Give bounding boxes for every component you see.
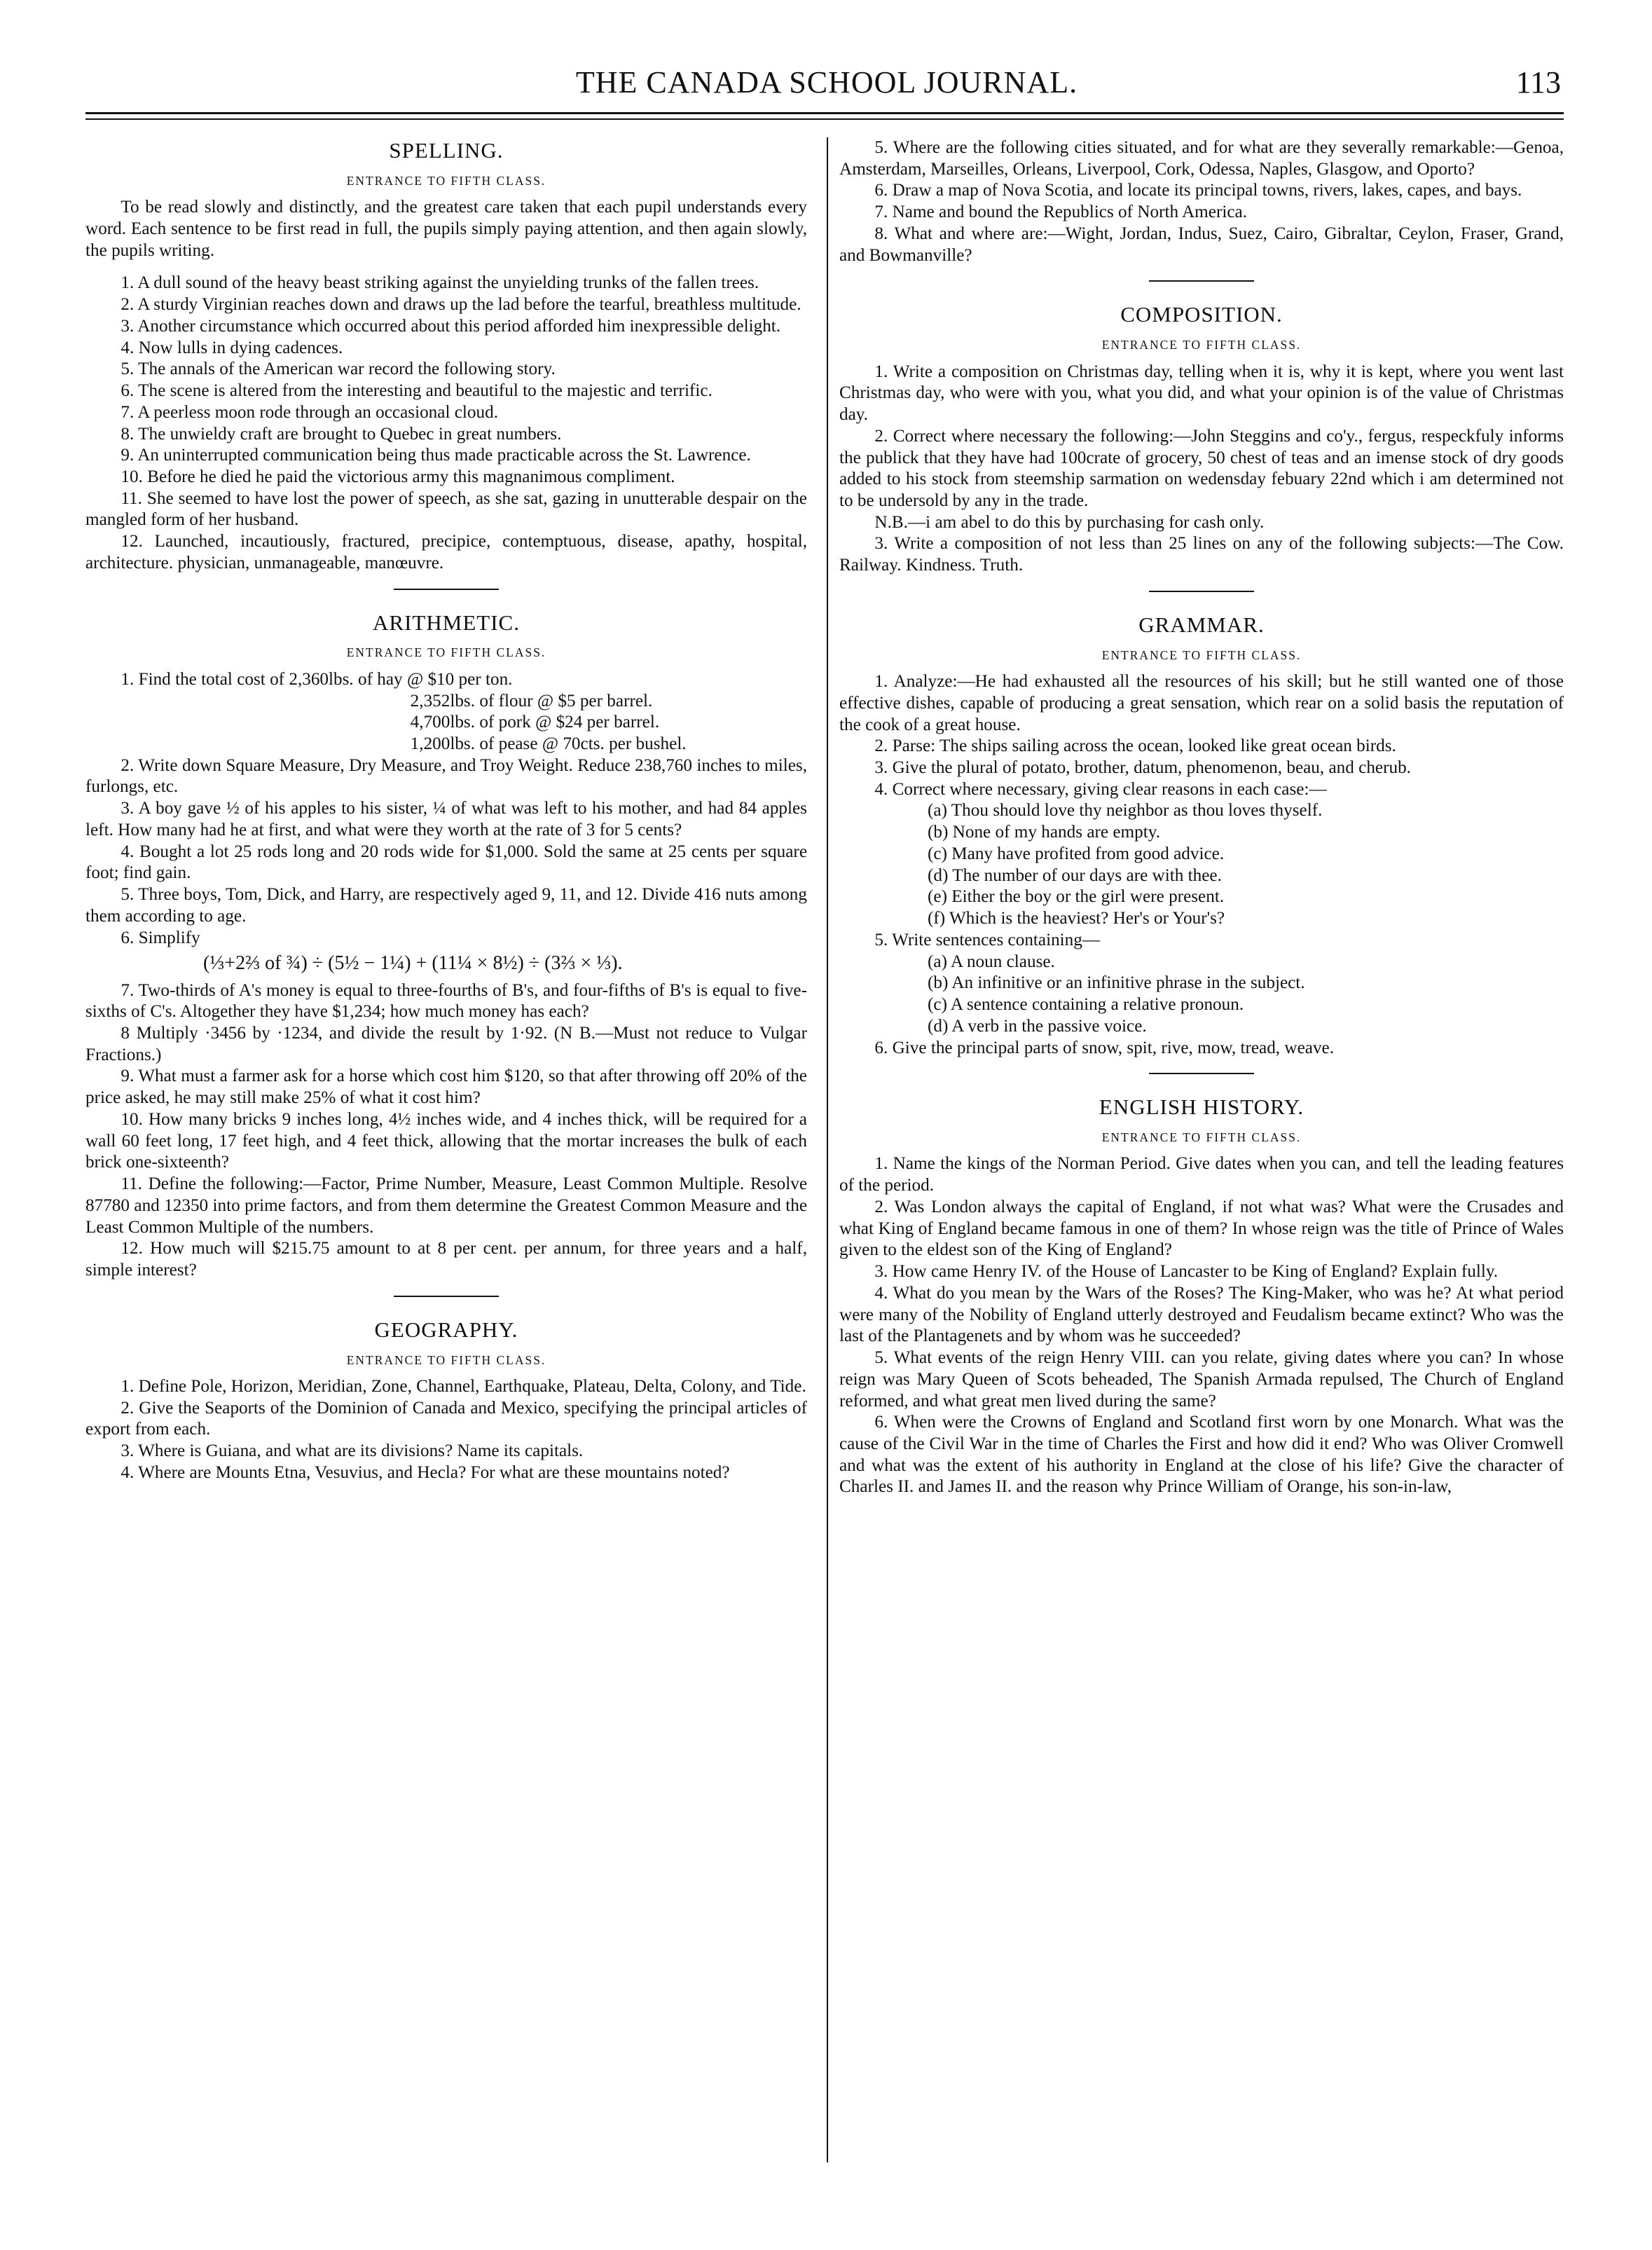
left-column: [85, 137, 807, 2169]
spelling-item: 1. A dull sound of the heavy beast striking against the unyielding trunks of the fallen trees.: [121, 273, 759, 293]
history-item: 3. How came Henry IV. of the House of Lancaster to be King of England? Explain fully.: [874, 1262, 1499, 1282]
section-title: GRAMMAR.: [1138, 612, 1265, 637]
grammar-subitem: (f) Which is the heaviest? Her's or Your's?: [928, 909, 1225, 928]
composition-section: [839, 301, 1564, 577]
arithmetic-item: 11. Define the following:—Factor, Prime Number, Measure, Least Common Multiple. Resolve 87780 and 12350 into prime factors, and from them determine the Greatest Common Measure and the Least Common Multiple of the numbers.: [85, 1174, 807, 1237]
grammar-item: 4. Correct where necessary, giving clear reasons in each case:—: [874, 779, 1327, 799]
spelling-item: 4. Now lulls in dying cadences.: [121, 338, 343, 357]
grammar-item: 5. Write sentences containing—: [874, 930, 1101, 949]
arithmetic-item: 7. Two-thirds of A's money is equal to three-fourths of B's, and four-fifths of B's is equal to five-sixths of C's. Altogether they have $1,234; how much money has each?: [85, 980, 807, 1022]
history-item: 5. What events of the reign Henry VIII. can you relate, giving dates where you can? In whose reign was Mary Queen of Scots beheaded, The Spanish Armada repulsed, The Church of England reformed, and what great men lived during the same?: [839, 1348, 1564, 1411]
spelling-section: [85, 137, 807, 575]
grammar-subitem: (d) The number of our days are with thee.: [928, 865, 1222, 885]
geography-item: 1. Define Pole, Horizon, Meridian, Zone, Channel, Earthquake, Plateau, Delta, Colony, and Tide.: [121, 1376, 806, 1396]
section-subtitle: ENTRANCE TO FIFTH CLASS.: [346, 645, 546, 660]
grammar-item: 6. Give the principal parts of snow, spit, rive, mow, tread, weave.: [874, 1038, 1335, 1057]
grammar-subitem: (c) Many have profited from good advice.: [928, 844, 1225, 863]
spelling-item: 2. A sturdy Virginian reaches down and draws up the lad before the tearful, breathless multitude.: [121, 295, 801, 315]
arithmetic-item: 1. Find the total cost of 2,360lbs. of hay @ $10 per ton.: [121, 669, 513, 689]
right-column: [839, 137, 1564, 2169]
running-title: THE CANADA SCHOOL JOURNAL.: [575, 65, 1078, 100]
section-divider: [394, 1296, 499, 1297]
section-title: SPELLING.: [389, 138, 504, 163]
cost-line: 4,700lbs. of pork @ $24 per barrel.: [410, 713, 660, 732]
spelling-item: 11. She seemed to have lost the power of speech, as she sat, gazing in unutterable despair on the mangled form of her husband.: [85, 488, 807, 530]
geography-item: 3. Where is Guiana, and what are its divisions? Name its capitals.: [121, 1441, 584, 1461]
geography-continued: [839, 137, 1564, 266]
simplify-expression: (⅓+2⅔ of ¾) ÷ (5½ − 1¼) + (11¼ × 8½) ÷ (3⅔ × ⅓).: [203, 952, 623, 975]
arithmetic-item: 9. What must a farmer ask for a horse which cost him $120, so that after throwing off 20% of the price asked, he may still make 25% of what it cost him?: [85, 1066, 807, 1108]
geography-section: [85, 1317, 807, 1484]
history-item: 6. When were the Crowns of England and Scotland first worn by one Monarch. What was the cause of the Civil War in the time of Charles the First and how did it end? Who was Oliver Cromwell and what was the extent of his authority in England at the close of his life? Give the character of Charles II. and James II. and the reason why Prince William of Orange, his son-in-law,: [839, 1413, 1564, 1497]
header-rule-thin: [85, 118, 1564, 120]
spelling-item: 12. Launched, incautiously, fractured, precipice, contemptuous, disease, apathy, hospital, architecture. physician, unmanageable, manœuvre.: [85, 532, 807, 572]
section-title: GEOGRAPHY.: [374, 1317, 518, 1342]
geography-item: 4. Where are Mounts Etna, Vesuvius, and Hecla? For what are these mountains noted?: [121, 1462, 730, 1482]
grammar-subitem: (a) Thou should love thy neighbor as thou loves thyself.: [928, 801, 1323, 821]
spelling-item: 5. The annals of the American war record the following story.: [121, 359, 556, 379]
spelling-item: 6. The scene is altered from the interesting and beautiful to the majestic and terrific.: [121, 381, 713, 401]
spelling-item: 9. An uninterrupted communication being thus made practicable across the St. Lawrence.: [121, 446, 751, 465]
arithmetic-item: 8 Multiply ·3456 by ·1234, and divide the result by 1·92. (N B.—Must not reduce to Vulgar Fractions.): [85, 1023, 807, 1064]
english-history-section: [839, 1094, 1564, 1498]
section-title: COMPOSITION.: [1120, 302, 1283, 327]
grammar-subitem: (b) An infinitive or an infinitive phrase in the subject.: [928, 973, 1305, 993]
grammar-subitem: (c) A sentence containing a relative pronoun.: [928, 995, 1244, 1015]
spelling-item: 10. Before he died he paid the victorious army this magnanimous compliment.: [121, 467, 675, 486]
history-item: 2. Was London always the capital of England, if not what was? What were the Crusades and what King of England became famous in one of them? In whose reign was the title of Prince of Wales given to the eldest son of the King of England?: [839, 1197, 1564, 1260]
simplify-label: 6. Simplify: [121, 928, 200, 947]
spelling-item: 7. A peerless moon rode through an occasional cloud.: [121, 402, 498, 422]
section-divider: [1149, 591, 1254, 592]
column-divider: [827, 137, 828, 2162]
arithmetic-item: 4. Bought a lot 25 rods long and 20 rods wide for $1,000. Sold the same at 25 cents per square foot; find gain.: [85, 842, 807, 883]
history-item: 1. Name the kings of the Norman Period. Give dates when you can, and tell the leading features of the period.: [839, 1154, 1564, 1195]
section-title: ENGLISH HISTORY.: [1099, 1095, 1305, 1120]
arithmetic-section: [85, 610, 807, 1282]
grammar-item: 2. Parse: The ships sailing across the ocean, looked like great ocean birds.: [874, 736, 1396, 756]
geography-item: 2. Give the Seaports of the Dominion of Canada and Mexico, specifying the principal articles of export from each.: [85, 1398, 807, 1439]
grammar-section: [839, 612, 1564, 1059]
section-subtitle: ENTRANCE TO FIFTH CLASS.: [1101, 647, 1302, 662]
arithmetic-item: 10. How many bricks 9 inches long, 4½ inches wide, and 4 inches thick, will be required for a wall 60 feet long, 17 feet high, and 4 feet thick, allowing that the mortar increases the bulk of each brick one-sixteenth?: [85, 1109, 807, 1172]
arithmetic-item: 5. Three boys, Tom, Dick, and Harry, are respectively aged 9, 11, and 12. Divide 416 nuts among them according to age.: [85, 885, 807, 926]
section-divider: [394, 589, 499, 590]
spelling-instructions: To be read slowly and distinctly, and the greatest care taken that each pupil understands every word. Each sentence to be first read in full, the pupils simply paying attention, and then again slowly, the pupils writing.: [85, 198, 807, 260]
composition-note: N.B.—i am abel to do this by purchasing for cash only.: [874, 512, 1265, 532]
grammar-subitem: (e) Either the boy or the girl were present.: [928, 887, 1225, 907]
grammar-item: 3. Give the plural of potato, brother, datum, phenomenon, beau, and cherub.: [874, 758, 1411, 777]
page-number: 113: [1515, 65, 1561, 100]
geography-item: 6. Draw a map of Nova Scotia, and locate its principal towns, rivers, lakes, capes, and bays.: [874, 181, 1522, 200]
composition-item: 3. Write a composition of not less than 25 lines on any of the following subjects:—The Cow. Railway. Kindness. Truth.: [839, 534, 1564, 575]
geography-item: 7. Name and bound the Republics of North America.: [874, 203, 1247, 222]
history-item: 4. What do you mean by the Wars of the Roses? The King-Maker, who was he? At what period were many of the Nobility of England utterly destroyed and Feudalism became extinct? Who was the last of the Plantagenets and by whom was he succeeded?: [839, 1283, 1564, 1346]
section-subtitle: ENTRANCE TO FIFTH CLASS.: [346, 1352, 546, 1367]
geography-item: 8. What and where are:—Wight, Jordan, Indus, Suez, Cairo, Gibraltar, Ceylon, Fraser, Grand, and Bowmanville?: [839, 224, 1564, 265]
arithmetic-item: 2. Write down Square Measure, Dry Measure, and Troy Weight. Reduce 238,760 inches to miles, furlongs, etc.: [85, 755, 807, 797]
geography-item: 5. Where are the following cities situated, and for what are they severally remarkable:—Genoa, Amsterdam, Marseilles, Orleans, Liverpool, Cork, Odessa, Naples, Glasgow, and Oporto?: [839, 138, 1564, 179]
composition-item: 2. Correct where necessary the following:—John Steggins and co'y., fergus, respeckfuly informs the publick that they have had 100crate of grocery, 50 chest of teas and an imense stock of dry goods added to his stock from steemship sarmation on wedensday febuary 22nd which i am determined not to be undersold by any in the trade.: [839, 426, 1564, 510]
cost-line: 1,200lbs. of pease @ 70cts. per bushel.: [410, 734, 687, 753]
grammar-subitem: (b) None of my hands are empty.: [928, 823, 1160, 842]
section-title: ARITHMETIC.: [373, 610, 520, 635]
section-divider: [1149, 1073, 1254, 1074]
cost-line: 2,352lbs. of flour @ $5 per barrel.: [410, 691, 653, 711]
section-subtitle: ENTRANCE TO FIFTH CLASS.: [1101, 1130, 1302, 1145]
arithmetic-item: 12. How much will $215.75 amount to at 8 per cent. per annum, for three years and a half, simple interest?: [85, 1239, 807, 1280]
grammar-item: 1. Analyze:—He had exhausted all the resources of his skill; but he still wanted one of those effective dishes, capable of producing a great sensation, which rear on a solid basis the reputation of the cook of a great house.: [839, 672, 1564, 734]
section-subtitle: ENTRANCE TO FIFTH CLASS.: [346, 173, 546, 188]
arithmetic-item: 3. A boy gave ½ of his apples to his sister, ¼ of what was left to his mother, and had 84 apples left. How many had he at first, and what were they worth at the rate of 3 for 5 cents?: [85, 799, 807, 839]
grammar-subitem: (a) A noun clause.: [928, 952, 1055, 971]
composition-item: 1. Write a composition on Christmas day, telling when it is, why it is kept, where you went last Christmas day, who were with you, what you did, and what your opinion is of the value of Christmas day.: [839, 362, 1564, 425]
spelling-item: 3. Another circumstance which occurred about this period afforded him inexpressible delight.: [121, 316, 781, 336]
section-divider: [1149, 280, 1254, 282]
grammar-subitem: (d) A verb in the passive voice.: [928, 1016, 1147, 1036]
section-subtitle: ENTRANCE TO FIFTH CLASS.: [1101, 338, 1302, 352]
spelling-item: 8. The unwieldy craft are brought to Quebec in great numbers.: [121, 424, 562, 444]
header-rule-thick: [85, 112, 1564, 114]
